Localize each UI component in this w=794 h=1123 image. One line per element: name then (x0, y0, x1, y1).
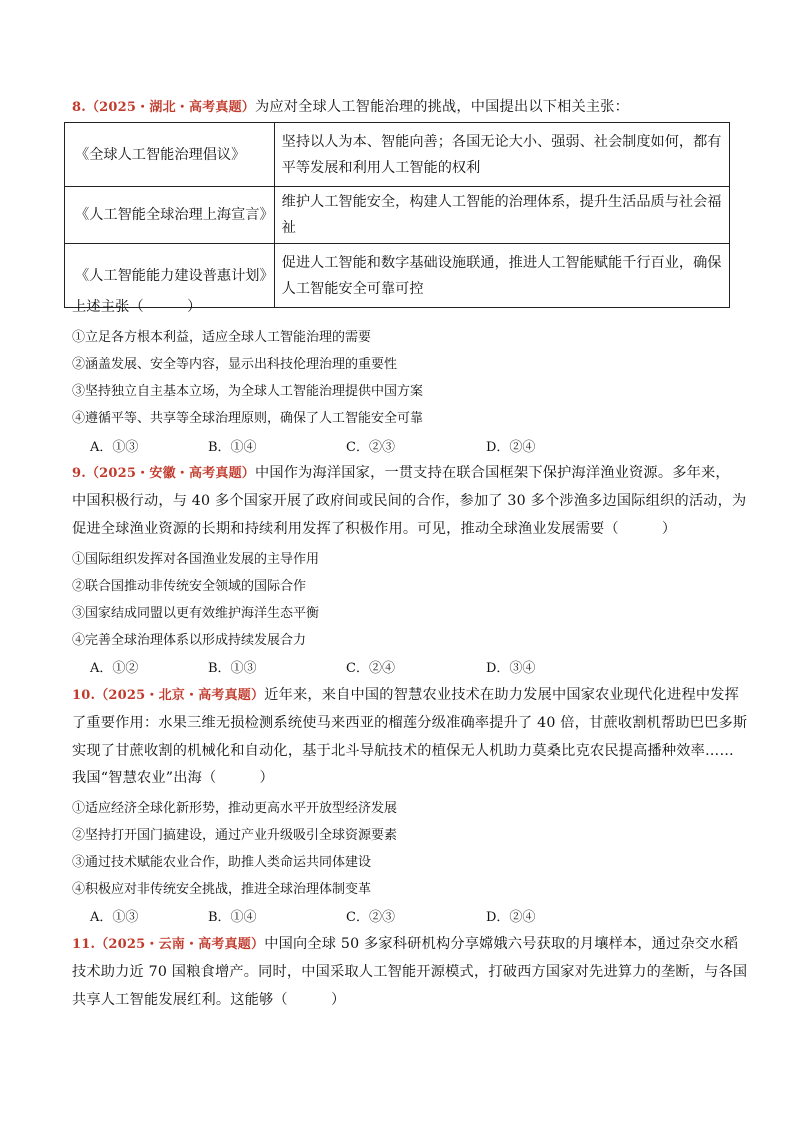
question-stem: 中国积极行动，与 40 多个国家开展了政府间或民间的合作，参加了 30 多个涉渔多边国际组织的活动，为 (72, 493, 747, 509)
question-stem: 共享人工智能发展红利。这能够（ ） (72, 992, 346, 1008)
table-row (65, 123, 730, 187)
question-stem: 我国“智慧农业”出海（ ） (72, 770, 274, 786)
choice-b[interactable]: B．①④ (208, 440, 257, 455)
option-statement: ③通过技术赋能农业合作，助推人类命运共同体建设 (72, 855, 372, 870)
choice-b[interactable]: B．①④ (208, 910, 257, 925)
option-statement: ④遵循平等、共享等全球治理原则，确保了人工智能安全可靠 (72, 411, 424, 426)
question-number: 9. (72, 466, 86, 481)
table-cell-document: 《全球人工智能治理倡议》 (65, 123, 275, 187)
question-stem: 实现了甘蔗收割的机械化和自动化，基于北斗导航技术的植保无人机助力莫桑比克农民提高播种效率…… (72, 743, 734, 759)
choice-a[interactable]: A．①③ (90, 910, 139, 925)
table-cell-content: 坚持以人为本、智能向善；各国无论大小、强弱、社会制度如何，都有平等发展和利用人工智能的权利 (274, 123, 729, 187)
question-stem: 为应对全球人工智能治理的挑战，中国提出以下相关主张： (254, 99, 630, 115)
choice-b[interactable]: B．①③ (208, 661, 257, 676)
question-stem: 近年来，来自中国的智慧农业技术在助力发展中国家农业现代化进程中发挥 (264, 687, 739, 703)
table-row (65, 187, 730, 244)
source-tag: （2025・湖北・高考真题） (85, 100, 255, 115)
question-stem: 中国向全球 50 多家科研机构分享嫦娥六号获取的月壤样本，通过杂交水稻 (264, 936, 739, 952)
source-tag: （2025・云南・高考真题） (95, 937, 265, 952)
question-number: 10. (72, 688, 96, 703)
choice-d[interactable]: D．②④ (486, 910, 536, 925)
question-number: 8. (72, 100, 86, 115)
table-cell-document: 《人工智能能力建设普惠计划》 (65, 244, 275, 308)
option-statement: ④积极应对非传统安全挑战，推进全球治理体制变革 (72, 882, 372, 897)
question-10-header (72, 684, 739, 704)
option-statement: ①立足各方根本利益，适应全球人工智能治理的需要 (72, 330, 372, 345)
choice-d[interactable]: D．②④ (486, 440, 536, 455)
policy-table (64, 122, 730, 308)
option-statement: ②坚持打开国门搞建设，通过产业升级吸引全球资源要素 (72, 828, 398, 843)
choice-c[interactable]: C．②④ (346, 661, 395, 676)
question-8-header (72, 96, 629, 116)
option-statement: ③坚持独立自主基本立场，为全球人工智能治理提供中国方案 (72, 384, 424, 399)
choice-d[interactable]: D．③④ (486, 661, 536, 676)
question-stem: 促进全球渔业资源的长期和持续利用发挥了积极作用。可见，推动全球渔业发展需要（ ） (72, 521, 677, 537)
choice-c[interactable]: C．②③ (346, 440, 395, 455)
choice-a[interactable]: A．①② (90, 661, 139, 676)
table-cell-content: 维护人工智能安全，构建人工智能的治理体系，提升生活品质与社会福祉 (274, 187, 729, 244)
choice-c[interactable]: C．②③ (346, 910, 395, 925)
question-stem: 中国作为海洋国家，一贯支持在联合国框架下保护海洋渔业资源。多年来， (254, 465, 730, 481)
option-statement: ②涵盖发展、安全等内容，显示出科技伦理治理的重要性 (72, 357, 398, 372)
choice-a[interactable]: A．①③ (90, 440, 139, 455)
option-statement: ②联合国推动非传统安全领域的国际合作 (72, 579, 307, 594)
table-cell-content: 促进人工智能和数字基础设施联通，推进人工智能赋能千行百业，确保人工智能安全可靠可控 (274, 244, 729, 308)
source-tag: （2025・安徽・高考真题） (85, 466, 255, 481)
option-statement: ①国际组织发挥对各国渔业发展的主导作用 (72, 552, 320, 567)
table-cell-document: 《人工智能全球治理上海宣言》 (65, 187, 275, 244)
source-tag: （2025・北京・高考真题） (95, 688, 265, 703)
question-stem: 技术助力近 70 国粮食增产。同时，中国采取人工智能开源模式，打破西方国家对先进算力的垄断，与各国 (72, 964, 748, 980)
question-9-header (72, 462, 730, 482)
question-number: 11. (72, 937, 96, 952)
option-statement: ④完善全球治理体系以形成持续发展合力 (72, 633, 307, 648)
question-11-header (72, 933, 738, 953)
option-statement: ①适应经济全球化新形势，推动更高水平开放型经济发展 (72, 801, 398, 816)
question-prompt: 上述主张（ ） (72, 299, 202, 315)
option-statement: ③国家结成同盟以更有效维护海洋生态平衡 (72, 606, 320, 621)
question-stem: 了重要作用：水果三维无损检测系统使马来西亚的榴莲分级准确率提升了 40 倍，甘蔗收割机帮助巴巴多斯 (72, 715, 748, 731)
